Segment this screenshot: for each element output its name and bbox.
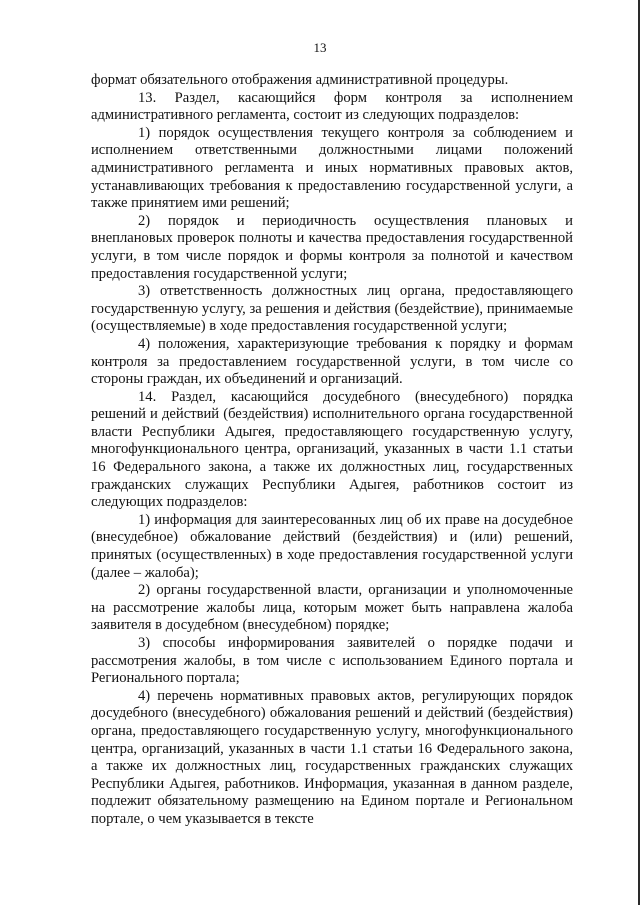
paragraph-section-13-item-4: 4) положения, характеризующие требования к порядку и формам контроля за предоставлением государственной услуги, в том числе со стороны граждан, их объединений и организаций. bbox=[91, 335, 573, 388]
paragraph-section-13-item-3: 3) ответственность должностных лиц органа, предоставляющего государственную услугу, за решения и действия (бездействие), принимаемые (осуществляемые) в ходе предоставления государственной услуги; bbox=[91, 283, 573, 335]
paragraph-section-14-item-3: 3) способы информирования заявителей о порядке подачи и рассмотрения жалобы, в том числе с использованием Единого портала и Регионального портала; bbox=[91, 635, 573, 687]
paragraph-continuation: формат обязательного отображения административной процедуры. bbox=[91, 72, 509, 88]
paragraph-section-13-item-2: 2) порядок и периодичность осуществления плановых и внеплановых проверок полноты и качества предоставления государственной услуги, в том числе порядок и формы контроля за полнотой и качеством предоставления государственной услуги; bbox=[91, 212, 573, 282]
paragraph-section-14-item-2: 2) органы государственной власти, организации и уполномоченные на рассмотрение жалобы лица, которым может быть направлена жалоба заявителя в досудебном (внесудебном) порядке; bbox=[91, 582, 573, 634]
document-body bbox=[91, 72, 573, 829]
paragraph-section-14-heading: 14. Раздел, касающийся досудебного (внесудебного) порядка решений и действий (бездействия) исполнительного органа государственной власти Республики Адыгея, предоставляющего государственную услугу, многофункционального центра, организаций, указанных в части 1.1 статьи 16 Федерального закона, а также их должностных лиц, государственных гражданских служащих Республики Адыгея, работников состоит из следующих подразделов: bbox=[91, 388, 573, 511]
paragraph-section-13-item-1: 1) порядок осуществления текущего контроля за соблюдением и исполнением ответственными должностными лицами положений административного регламента и иных нормативных правовых актов, устанавливающих требования к предоставлению государственной услуги, а также принятием ими решений; bbox=[91, 124, 573, 212]
paragraph-section-13-heading: 13. Раздел, касающийся форм контроля за исполнением административного регламента, состоит из следующих подразделов: bbox=[91, 89, 573, 124]
paragraph-section-14-item-1: 1) информация для заинтересованных лиц об их праве на досудебное (внесудебное) обжалование действий (бездействия) и (или) решений, принятых (осуществленных) в ходе предоставления государственной услуги (далее – жалоба); bbox=[91, 511, 573, 581]
page-number: 13 bbox=[313, 40, 327, 55]
paragraph-section-14-item-4: 4) перечень нормативных правовых актов, регулирующих порядок досудебного (внесудебного) обжалования решений и действий (бездействия) органа, предоставляющего государственную услугу, многофункционального центра, организаций, указанных в части 1.1 статьи 16 Федерального закона, а также их должностных лиц, государственных гражданских служащих Республики Адыгея, работников. Информация, указанная в данном разделе, подлежит обязательному размещению на Едином портале и Региональном портале, о чем указывается в тексте bbox=[91, 687, 573, 827]
